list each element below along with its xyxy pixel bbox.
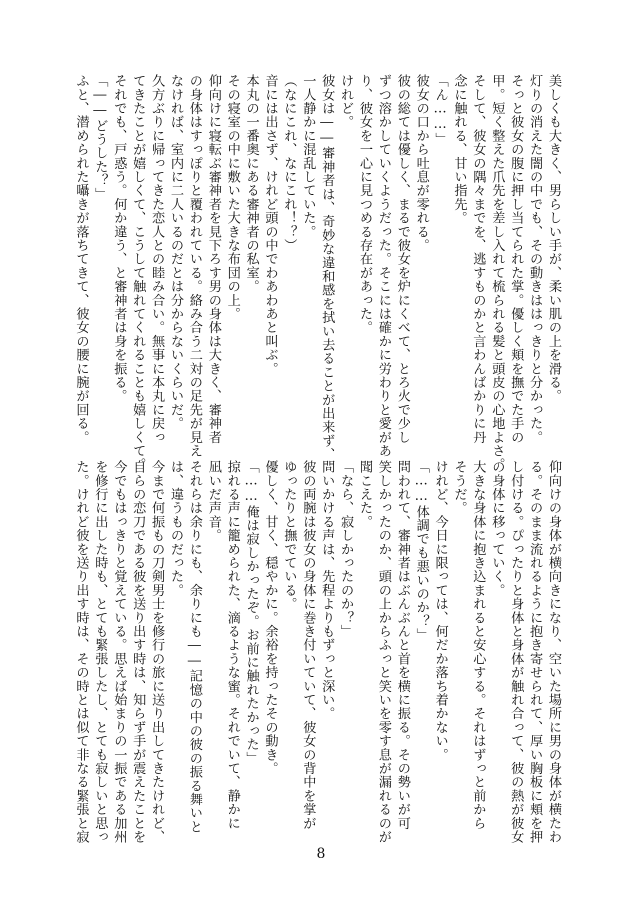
- text-line: そして、彼女の隅々までを、逃すものかと言わんばかりに丹: [470, 74, 486, 444]
- text-line: 念に触れる、甘い指先。: [451, 74, 467, 225]
- text-line: し付ける。ぴったりと身体と身体が触れ合って、彼の熱が彼女: [508, 460, 524, 844]
- text-line: 彼女の口から吐息が零れる。: [413, 74, 429, 253]
- text-line: ずつ溶かしていくようだった。そこには確かに労わりと愛があ: [375, 74, 391, 458]
- text-line: そっと彼女の腹に押し当てられた掌。優しく頬を撫でた手の: [508, 74, 524, 444]
- text-line: 問いかける声は、先程よりもずっと深い。: [319, 460, 335, 721]
- text-line: ふと、潜められた囁きが落ちてきて、彼女の腰に腕が回る。: [73, 74, 89, 444]
- text-line: 優しく、甘く、穏やかに。余裕を持ったその動き。: [262, 460, 278, 776]
- text-line: けれど、今日に限っては、何だか落ち着かない。: [432, 460, 448, 762]
- text-line: 美しくも大きく、男らしい手が、柔い肌の上を滑る。: [546, 74, 561, 403]
- text-line: 「――どうした？」: [92, 74, 108, 201]
- text-line: 久方ぶりに帰ってきた恋人との睦み合い。無事に本丸に戻っ: [149, 74, 165, 444]
- text-line: 自らの恋刀である彼を送り出す時は、知らず手が震えたことを: [130, 460, 146, 844]
- text-line: そうだ。: [451, 460, 467, 515]
- text-line: 聞こえた。: [357, 460, 372, 529]
- text-line: 今まで何振もの刀剣男士を修行の旅に送り出してきたけれど、: [149, 460, 165, 844]
- text-line: 問われて、審神者はぶんぶんと首を横に振る。その勢いが可: [394, 460, 410, 830]
- text-line: 笑しかったのか、頭の上からふっと笑いを零す息が漏れるのが: [375, 460, 391, 844]
- text-line: 仰向けの身体が横向きになり、空いた場所に男の身体が横たわ: [546, 460, 561, 844]
- text-line: ゆったりと撫でている。: [281, 460, 297, 611]
- text-line: その寝室の中に敷いた大きな布団の上。: [224, 74, 240, 321]
- text-line: 彼の総ては優しく、まるで彼女を炉にくべて、とろ火で少し: [394, 74, 410, 444]
- text-line: の身体に移っていく。: [489, 460, 505, 597]
- bottom-text-block: [0, 460, 642, 844]
- text-line: 大きな身体に抱き込まれると安心する。それはずっと前から: [470, 460, 486, 830]
- text-line: 「なら、寂しかったのか？」: [338, 460, 354, 639]
- text-line: それでも、戸惑う。何か違う、と審神者は身を振る。: [111, 74, 127, 403]
- text-line: なければ、室内に二人いるのだとは分からないくらいだ。: [168, 74, 183, 431]
- text-line: 仰向けに寝転ぶ審神者を見下ろす男の身体は大きく、審神者: [205, 74, 221, 444]
- page-number: 8: [316, 846, 326, 862]
- text-line: 掠れる声に籠められた、滴るような蜜。それでいて、静かに: [224, 460, 240, 830]
- text-line: 「……体調でも悪いのか？」: [413, 460, 429, 642]
- text-line: 「ん……」: [432, 74, 448, 147]
- top-text-block: [0, 74, 642, 472]
- text-line: 灯りの消えた闇の中でも、その動きははっきりと分かった。: [527, 74, 543, 444]
- text-line: 凪いだ声音。: [205, 460, 221, 543]
- text-line: けれど。: [338, 74, 354, 129]
- text-line: の身体はすっぽりと覆われている。絡み合う二対の足先が見え: [186, 74, 202, 458]
- text-line: てきたことが嬉しくて、こうして触れてくれることも嬉しくて。: [130, 74, 146, 472]
- text-line: 彼の両腕は彼女の身体に巻き付いていて、彼女の背中を掌が: [300, 460, 316, 830]
- text-line: （なにこれ、なにこれ！？）: [281, 74, 297, 253]
- text-line: 一人静かに混乱していた。: [300, 74, 316, 239]
- text-line: た。けれど彼を送り出す時は、その時とは似て非なる緊張と寂: [73, 460, 89, 844]
- text-line: 今でもはっきりと覚えている。思えば始まりの一振である加州: [111, 460, 127, 844]
- text-line: り、彼女を一心に見つめる存在があった。: [357, 74, 372, 335]
- text-line: 本丸の一番奥にある審神者の私室。: [243, 74, 259, 294]
- text-line: る。そのまま流れるように抱き寄せられて、厚い胸板に頬を押: [527, 460, 543, 844]
- text-line: 甲。短く整えた爪先を差し入れて梳られる髪と頭皮の心地よさ。: [489, 74, 505, 472]
- text-line: それらは余りにも、余りにも――記憶の中の彼の振る舞いと: [186, 460, 202, 834]
- text-line: は、違うものだった。: [168, 460, 183, 597]
- text-line: 彼女は――審神者は、奇妙な違和感を拭い去ることが出来ず、: [319, 74, 335, 462]
- text-line: 「……俺は寂しかったぞ。お前に触れたかった」: [243, 460, 259, 765]
- text-line: を修行に出した時も、とても緊張したし、とても寂しいと思っ: [92, 460, 108, 844]
- text-line: 音には出さず、けれど頭の中でわあわあと叫ぶ。: [262, 74, 278, 376]
